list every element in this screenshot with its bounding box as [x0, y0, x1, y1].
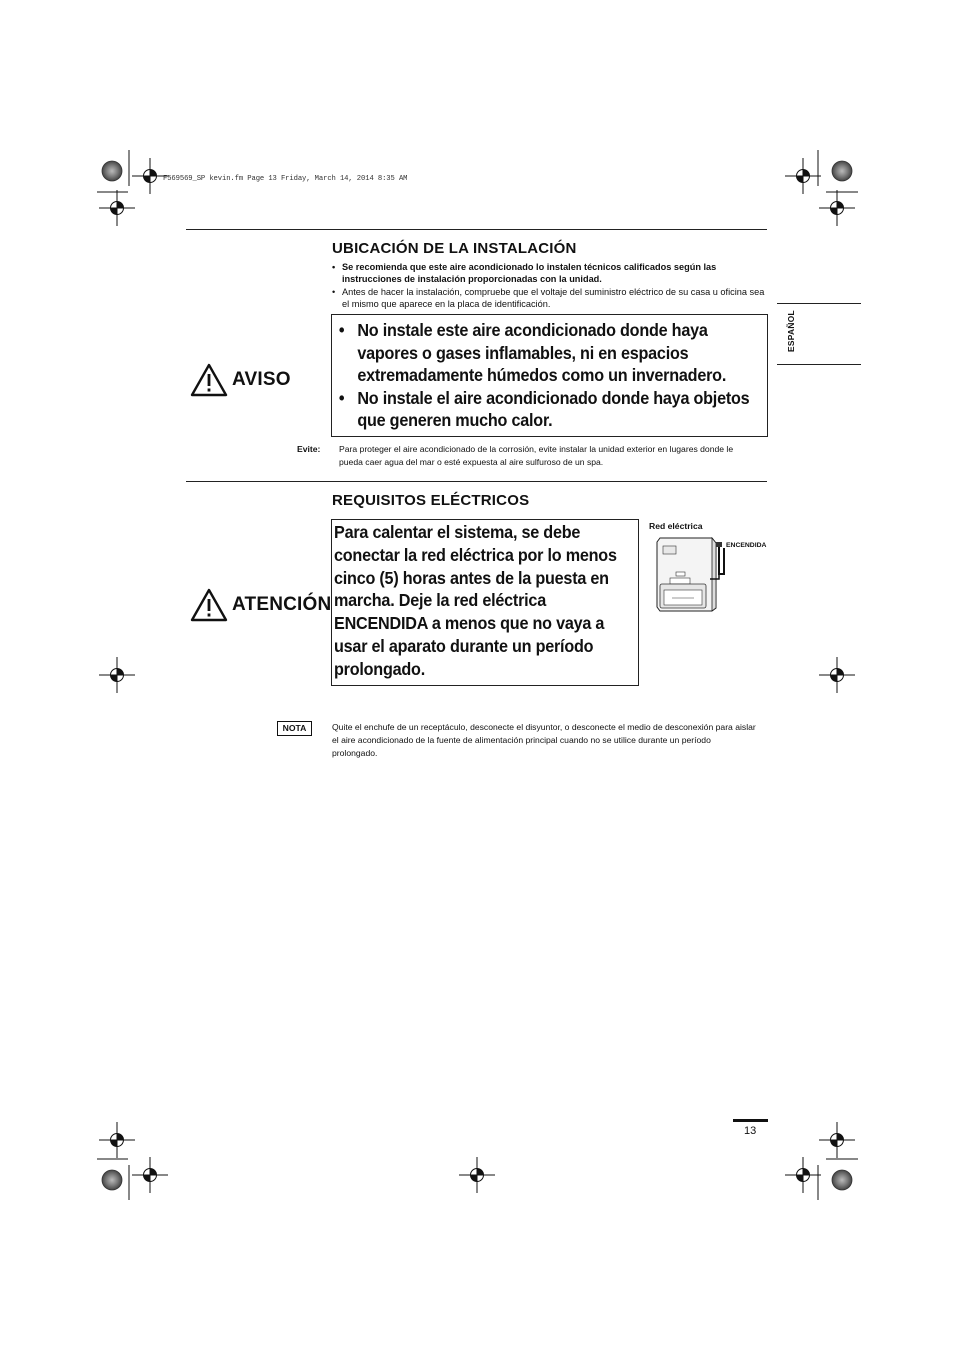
list-item	[338, 387, 754, 432]
warning-text	[338, 319, 754, 432]
bullet-marker: •	[338, 387, 345, 408]
section-divider	[186, 229, 767, 230]
outdoor-unit-illustration	[654, 534, 734, 614]
section-title-electrical: REQUISITOS ELÉCTRICOS	[332, 492, 530, 509]
page-number: 13	[744, 1125, 757, 1137]
list-item	[338, 319, 754, 387]
caution-box	[331, 519, 639, 686]
list-item	[331, 286, 765, 311]
installation-bullets	[331, 261, 765, 311]
caution-text: Para calentar el sistema, se debe conectar la red eléctrica por lo menos cinco (5) horas antes de la puesta en marcha. Deje la red eléctrica ENCENDIDA a menos que no vaya a usar el aparato durante un período prolongado.	[334, 522, 617, 679]
warning-triangle-icon	[190, 588, 228, 622]
note-text: Quite el enchufe de un receptáculo, desconecte el disyuntor, o desconecte el medio de desconexión para aislar el aire acondicionado de la fuente de alimentación principal cuando no se utilice durante un período prolongado.	[332, 722, 756, 758]
file-header: F569569_SP kevin.fm Page 13 Friday, March 14, 2014 8:35 AM	[163, 175, 408, 183]
list-item-text: Antes de hacer la instalación, compruebe que el voltaje del suministro eléctrico de su casa u oficina sea el mismo que aparece en la placa de identificación.	[342, 286, 765, 310]
figure-callout: ENCENDIDA	[726, 542, 767, 549]
language-tab	[777, 303, 861, 365]
page-number-bar	[733, 1119, 768, 1122]
bullet-marker: •	[332, 262, 336, 272]
warning-box	[331, 314, 768, 437]
bullet-marker: •	[332, 286, 336, 297]
warning-item-text: No instale este aire acondicionado donde haya vapores o gases inflamables, ni en espacios extremadamente húmedos como un invernadero.	[357, 320, 727, 386]
list-item	[331, 261, 765, 286]
color-bar-dot	[102, 161, 122, 181]
color-bar-dot	[832, 1170, 852, 1190]
caution-label: ATENCIÓN	[232, 594, 332, 615]
color-bar-dot	[832, 161, 852, 181]
language-tab-label: ESPAÑOL	[786, 310, 796, 352]
list-item-text: Se recomienda que este aire acondicionado lo instalen técnicos calificados según las instrucciones de instalación proporcionadas con la unidad.	[342, 262, 717, 285]
warning-item-text: No instale el aire acondicionado donde haya objetos que generen mucho calor.	[357, 387, 750, 431]
warning-triangle-icon	[190, 363, 228, 397]
figure-caption: Red eléctrica	[649, 521, 703, 531]
bullet-marker: •	[338, 320, 345, 340]
warning-label: AVISO	[232, 369, 291, 390]
avoid-label: Evite:	[297, 444, 321, 454]
section-divider	[186, 481, 767, 482]
section-title-installation: UBICACIÓN DE LA INSTALACIÓN	[332, 240, 577, 257]
note-badge: NOTA	[277, 721, 312, 736]
color-bar-dot	[102, 1170, 122, 1190]
avoid-text: Para proteger el aire acondicionado de la corrosión, evite instalar la unidad exterior en lugares donde le pueda caer agua del mar o esté expuesta al aire sulfuroso de un spa.	[339, 444, 734, 468]
